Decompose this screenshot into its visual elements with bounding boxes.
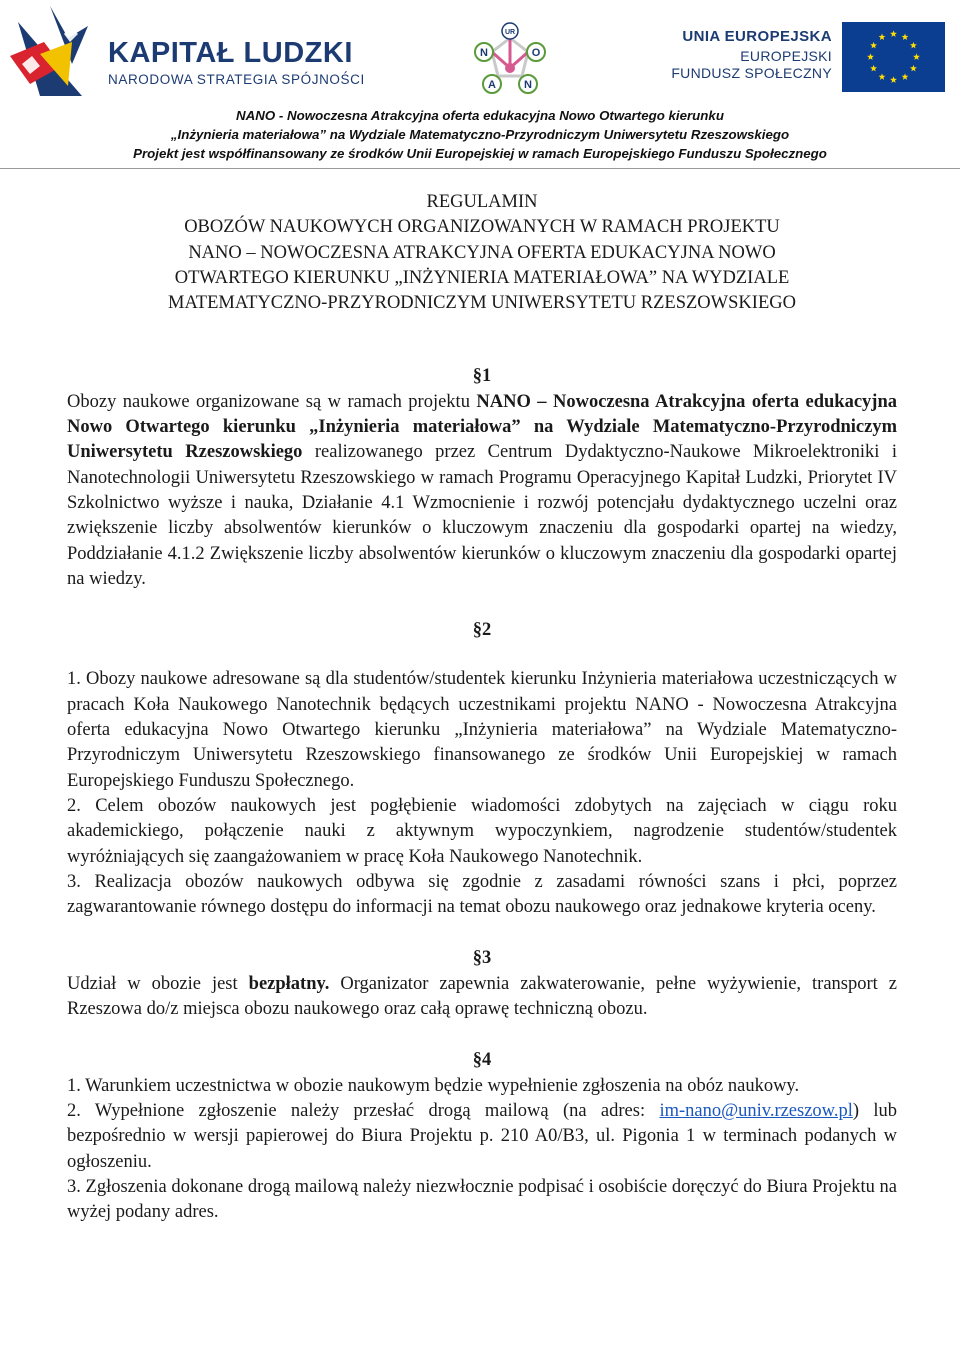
section-4-heading: §4 — [472, 1050, 492, 1071]
kapital-ludzki-subtitle: NARODOWA STRATEGIA SPÓJNOŚCI — [108, 72, 365, 87]
kapital-ludzki-logo-icon — [10, 4, 105, 96]
title-line: OBOZÓW NAUKOWYCH ORGANIZOWANYCH W RAMACH PROJEKTU — [184, 217, 780, 238]
unia-europejska-text — [671, 28, 832, 81]
title-line: MATEMATYCZNO-PRZYRODNICZYM UNIWERSYTETU RZESZOWSKIEGO — [168, 293, 796, 314]
email-link[interactable]: im-nano@univ.rzeszow.pl — [659, 1100, 853, 1121]
section-2-point-2: 2. Celem obozów naukowych jest pogłębienie wiadomości zdobytych na zajęciach w ciągu roku akademickiego, połączenie nauki z aktywnym wypoczynkiem, nagrodzenie studentów/studentek wyróżniających się zaangażowaniem w pracę Koła Naukowego Nanotechnik. — [67, 795, 897, 867]
title-line: NANO – NOWOCZESNA ATRAKCYJNA OFERTA EDUKACYJNA NOWO — [188, 242, 776, 263]
section-3-heading: §3 — [472, 948, 492, 969]
nano-logo-letter-a: A — [488, 79, 496, 91]
document-body — [67, 190, 897, 1225]
document-title — [67, 190, 897, 316]
section-2-heading: §2 — [472, 620, 492, 641]
section-3-text-post: Organizator zapewnia zakwaterowanie, pełne wyżywienie, transport z Rzeszowa do/z miejsca obozu naukowego oraz całą oprawę techniczną obozu. — [67, 973, 898, 1020]
header-divider — [0, 168, 960, 169]
ue-line-3: FUNDUSZ SPOŁECZNY — [671, 65, 832, 81]
section-1-text-pre: Obozy naukowe organizowane są w ramach projektu — [67, 391, 477, 412]
banner-line-3: Projekt jest współfinansowany ze środków Unii Europejskiej w ramach Europejskiego Funduszu Społecznego — [133, 146, 827, 161]
page-header — [0, 0, 960, 170]
title-line: OTWARTEGO KIERUNKU „INŻYNIERIA MATERIAŁOWA” NA WYDZIALE — [174, 267, 790, 288]
nano-logo-letter-n1: N — [480, 47, 488, 59]
banner-line-1: NANO - Nowoczesna Atrakcyjna oferta edukacyjna Nowo Otwartego kierunku — [236, 108, 724, 123]
section-4-point-2 — [67, 1099, 897, 1175]
section-3-free-label: bezpłatny. — [248, 973, 330, 994]
nano-logo-letter-n2: N — [524, 79, 532, 91]
nano-logo-letter-o: O — [531, 47, 541, 59]
section-2-point-3: 3. Realizacja obozów naukowych odbywa się zgodnie z zasadami równości szans i płci, poprzez zagwarantowanie równego dostępu do informacji na temat obozu naukowego oraz jednakowe kryteria oceny. — [67, 871, 897, 918]
section-4-point-1: 1. Warunkiem uczestnictwa w obozie naukowym będzie wypełnienie zgłoszenia na obóz naukowy. — [67, 1075, 800, 1096]
ue-line-2: EUROPEJSKI — [740, 48, 832, 64]
section-4-point-2-post: ) lub bezpośrednio w wersji papierowej do Biura Projektu p. 210 A0/B3, ul. Pigonia 1 w terminach podanych w ogłoszeniu. — [67, 1100, 897, 1172]
banner-line-2: „Inżynieria materiałowa” na Wydziale Matematyczno-Przyrodniczym Uniwersytetu Rzeszowskiego — [170, 127, 790, 142]
kapital-ludzki-title: KAPITAŁ LUDZKI — [108, 37, 353, 69]
nano-project-logo-icon — [470, 22, 550, 94]
section-2-point-1: 1. Obozy naukowe adresowane są dla studentów/studentek kierunku Inżynieria materiałowa uczestniczących w pracach Koła Naukowego Nanotechnik będących uczestnikami projektu NANO - Nowoczesna Atrakcyjna oferta edukacyjna Nowo Otwartego kierunku „Inżynieria materiałowa” na Wydziale Matematyczno-Przyrodniczym Uniwersytetu Rzeszowskiego finansowanego ze środków Unii Europejskiej w ramach Europejskiego Funduszu Społecznego. — [67, 669, 897, 791]
kapital-ludzki-text — [108, 38, 365, 87]
section-4-point-3: 3. Zgłoszenia dokonane drogą mailową należy niezwłocznie podpisać i osobiście doręczyć do Biura Projektu na wyżej podany adres. — [67, 1176, 897, 1223]
ue-line-1: UNIA EUROPEJSKA — [682, 28, 832, 45]
section-3-text-pre: Udział w obozie jest — [67, 973, 249, 994]
title-line: REGULAMIN — [426, 192, 538, 212]
section-1-paragraph — [67, 390, 897, 592]
project-banner — [0, 106, 960, 163]
section-1-project-name: NANO – Nowoczesna Atrakcyjna oferta edukacyjna Nowo Otwartego kierunku „Inżynieria materiałowa” na Wydziale Matematyczno-Przyrodniczym Uniwersytetu Rzeszowskiego — [67, 391, 897, 463]
section-4-point-2-pre: 2. Wypełnione zgłoszenie należy przesłać drogą mailową (na adres: — [67, 1100, 660, 1121]
section-3-paragraph — [67, 972, 897, 1023]
section-1-text-post: realizowanego przez Centrum Dydaktyczno-Naukowe Mikroelektroniki i Nanotechnologii Uniwersytetu Rzeszowskiego w ramach Programu Operacyjnego Kapitał Ludzki, Priorytet IV Szkolnictwo wyższe i nauka, Działanie 4.1 Wzmocnienie i rozwój potencjału dydaktycznego uczelni oraz zwiększenie liczby absolwentów kierunków o kluczowym znaczeniu dla gospodarki opartej na wiedzy, Poddziałanie 4.1.2 Zwiększenie liczby absolwentów kierunków o kluczowym znaczeniu dla gospodarki opartej na wiedzy. — [67, 442, 897, 589]
nano-logo-letter-ur: UR — [504, 29, 516, 36]
eu-flag-icon — [842, 22, 945, 92]
section-1-heading: §1 — [472, 366, 492, 387]
